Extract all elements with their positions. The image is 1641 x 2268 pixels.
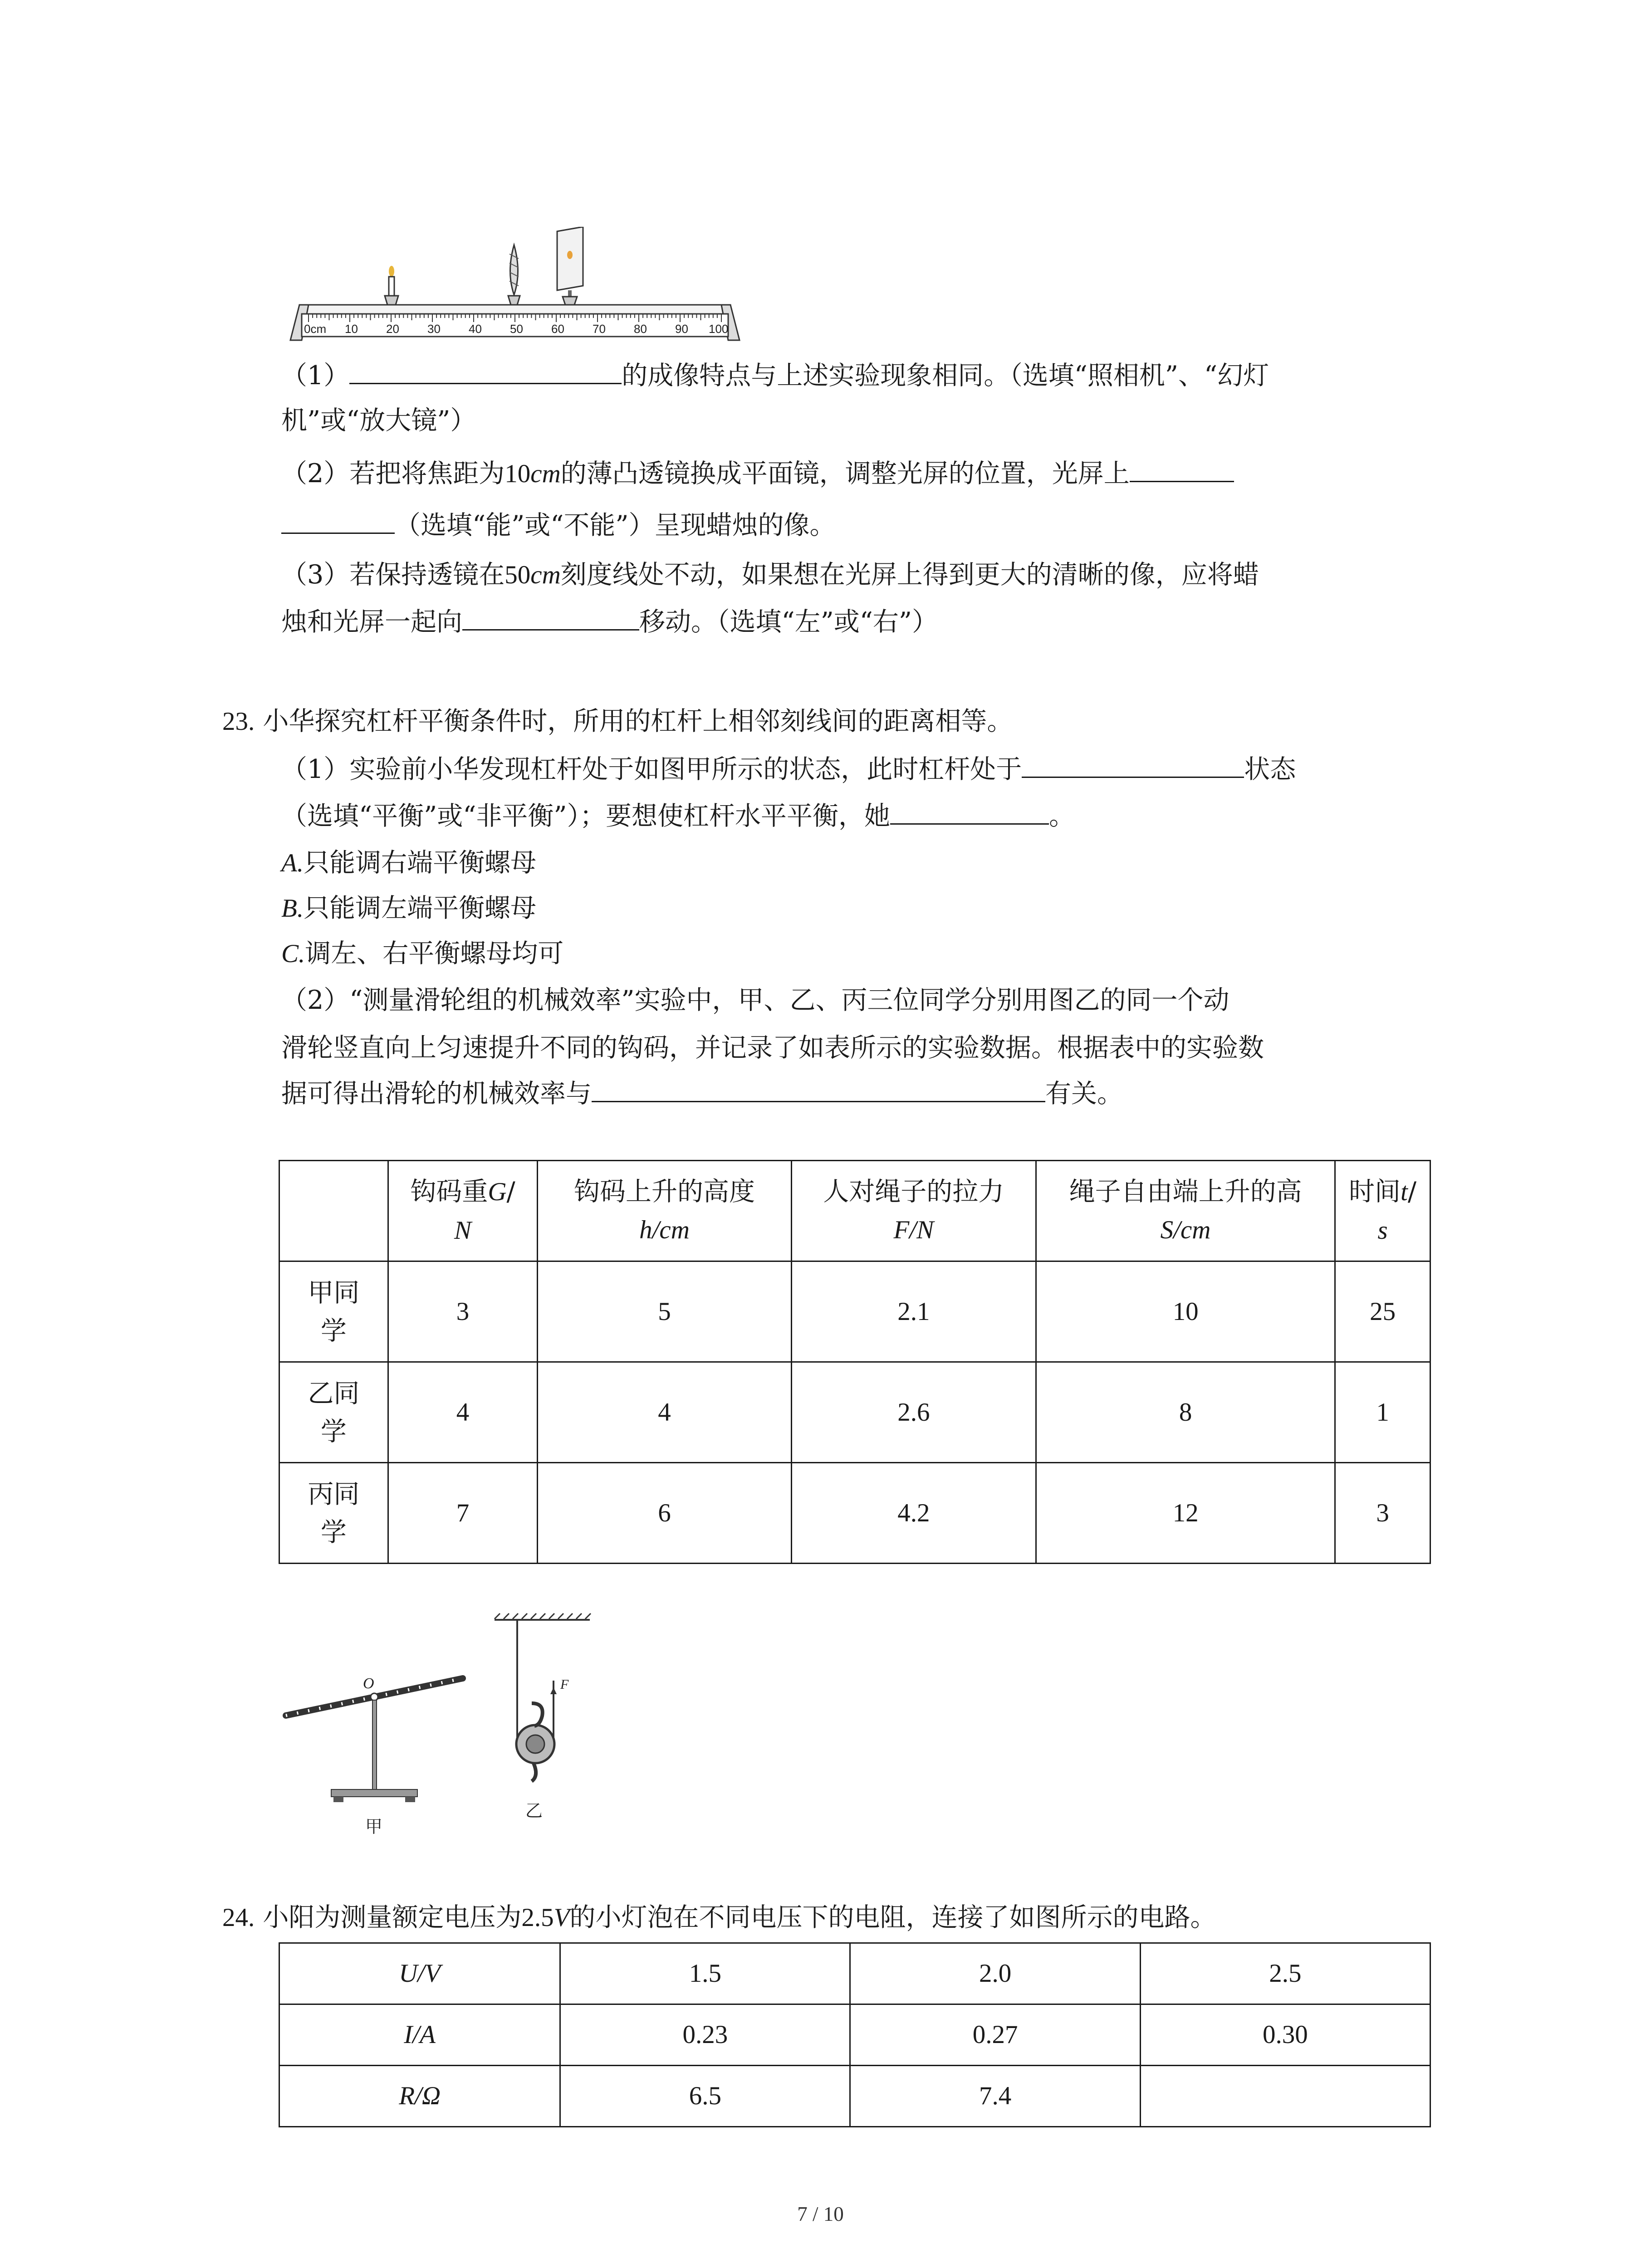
table-row-label: 甲同 学 (279, 1261, 388, 1362)
table-header-row (279, 1161, 1430, 1261)
table-header-cell: 钩码上升的高度 h/cm (538, 1161, 791, 1261)
q22-part3-line1: （3）若保持透镜在50cm刻度线处不动，如果想在光屏上得到更大的清晰的像，应将蜡 (281, 560, 1259, 590)
q22-part2-line2: （选填“能”或“不能”）呈现蜡烛的像。 (281, 509, 836, 541)
table-cell: 7 (388, 1463, 538, 1564)
table-cell: 2.1 (791, 1261, 1036, 1362)
table-cell: 1 (1335, 1362, 1430, 1463)
table-cell: 12 (1036, 1463, 1335, 1564)
q23-part2-line2: 滑轮竖直向上匀速提升不同的钩码，并记录了如表所示的实验数据。根据表中的实验数 (281, 1033, 1264, 1063)
table-cell: 2.0 (850, 1943, 1140, 2004)
table-row (279, 2004, 1430, 2066)
table-cell: 10 (1036, 1261, 1335, 1362)
scale-label: 40 (469, 322, 482, 336)
scale-label: 80 (634, 322, 647, 336)
table-row-label: U/V (279, 1943, 560, 2004)
table-cell: 6 (538, 1463, 791, 1564)
table-cell: 8 (1036, 1362, 1335, 1463)
table-cell: 6.5 (560, 2066, 850, 2127)
q24-data-table (279, 1942, 1431, 2127)
q23-data-table (279, 1160, 1431, 1564)
scale-label: 0cm (304, 322, 327, 336)
q23-stem: 23. 小华探究杠杆平衡条件时，所用的杠杆上相邻刻线间的距离相等。 (222, 706, 1013, 736)
lens-icon (508, 245, 520, 305)
table-cell: 0.30 (1140, 2004, 1430, 2066)
q23-part2-line1: （2）“测量滑轮组的机械效率”实验中，甲、乙、丙三位同学分别用图乙的同一个动 (281, 985, 1230, 1015)
pivot-label: O (363, 1675, 374, 1692)
table-row (279, 1463, 1430, 1564)
table-header-cell: 时间t/ s (1335, 1161, 1430, 1261)
force-label: F (560, 1677, 569, 1692)
table-cell: 4.2 (791, 1463, 1036, 1564)
figure-label: 乙 (525, 1801, 543, 1821)
answer-blank[interactable] (592, 1077, 1045, 1102)
table-row (279, 1362, 1430, 1463)
page-number: 7 / 10 (797, 2203, 844, 2225)
table-cell: 4 (538, 1362, 791, 1463)
table-row-label: 乙同 学 (279, 1362, 388, 1463)
q22-part1-line1: （1） 的成像特点与上述实验现象相同。（选填“照相机”、“幻灯 (281, 359, 1269, 391)
scale-label: 10 (345, 322, 358, 336)
scale-label: 60 (551, 322, 564, 336)
table-cell: 2.6 (791, 1362, 1036, 1463)
table-cell: 25 (1335, 1261, 1430, 1362)
q23-option-c: C.调左、右平衡螺母均可 (281, 938, 564, 968)
table-row (279, 2066, 1430, 2127)
table-cell: 2.5 (1140, 1943, 1430, 2004)
table-header-cell: 绳子自由端上升的高 S/cm (1036, 1161, 1335, 1261)
q23-part1-line1: （1）实验前小华发现杠杆处于如图甲所示的状态，此时杠杆处于 状态 (281, 753, 1296, 785)
table-cell: 3 (1335, 1463, 1430, 1564)
scale-label: 20 (386, 322, 399, 336)
scale-label: 50 (510, 322, 523, 336)
q23-part2-line3: 据可得出滑轮的机械效率与 有关。 (281, 1077, 1123, 1110)
scale-label: 30 (427, 322, 441, 336)
light-screen-icon (557, 227, 583, 305)
q23-option-b: B.只能调左端平衡螺母 (281, 893, 537, 923)
table-cell: 7.4 (850, 2066, 1140, 2127)
table-cell: 3 (388, 1261, 538, 1362)
table-cell: 4 (388, 1362, 538, 1463)
answer-blank[interactable] (890, 800, 1049, 825)
table-cell: 1.5 (560, 1943, 850, 2004)
q22-part1-line2: 机”或“放大镜”） (281, 406, 476, 435)
candle-icon (385, 266, 398, 305)
answer-blank[interactable] (1022, 753, 1244, 778)
optical-bench-figure (281, 227, 744, 345)
table-cell: 0.27 (850, 2004, 1140, 2066)
table-row-label: R/Ω (279, 2066, 560, 2127)
pulley-figure (490, 1613, 608, 1821)
table-row (279, 1943, 1430, 2004)
answer-blank[interactable] (281, 509, 395, 534)
lever-figure (277, 1651, 485, 1842)
answer-blank[interactable] (349, 359, 622, 384)
table-cell: 0.23 (560, 2004, 850, 2066)
scale-label: 70 (593, 322, 606, 336)
q24-stem: 24. 小阳为测量额定电压为2.5V的小灯泡在不同电压下的电阻，连接了如图所示的电路。 (222, 1902, 1216, 1932)
table-header-cell (279, 1161, 388, 1261)
scale-label: 90 (675, 322, 688, 336)
table-row-label: 丙同 学 (279, 1463, 388, 1564)
table-header-cell: 钩码重G/ N (388, 1161, 538, 1261)
figure-label: 甲 (365, 1817, 383, 1837)
table-header-cell: 人对绳子的拉力 F/N (791, 1161, 1036, 1261)
scale-label: 100 (709, 322, 729, 336)
table-cell (1140, 2066, 1430, 2127)
answer-blank[interactable] (462, 606, 639, 631)
table-row-label: I/A (279, 2004, 560, 2066)
q22-part3-line2: 烛和光屏一起向 移动。（选填“左”或“右”） (281, 606, 938, 638)
answer-blank[interactable] (1130, 457, 1234, 482)
q22-part2-line1: （2）若把将焦距为10cm的薄凸透镜换成平面镜，调整光屏的位置，光屏上 (281, 457, 1234, 490)
table-row (279, 1261, 1430, 1362)
table-cell: 5 (538, 1261, 791, 1362)
q23-option-a: A.只能调右端平衡螺母 (281, 848, 537, 878)
q23-part1-line2: （选填“平衡”或“非平衡”）；要想使杠杆水平平衡，她 。 (281, 800, 1075, 832)
